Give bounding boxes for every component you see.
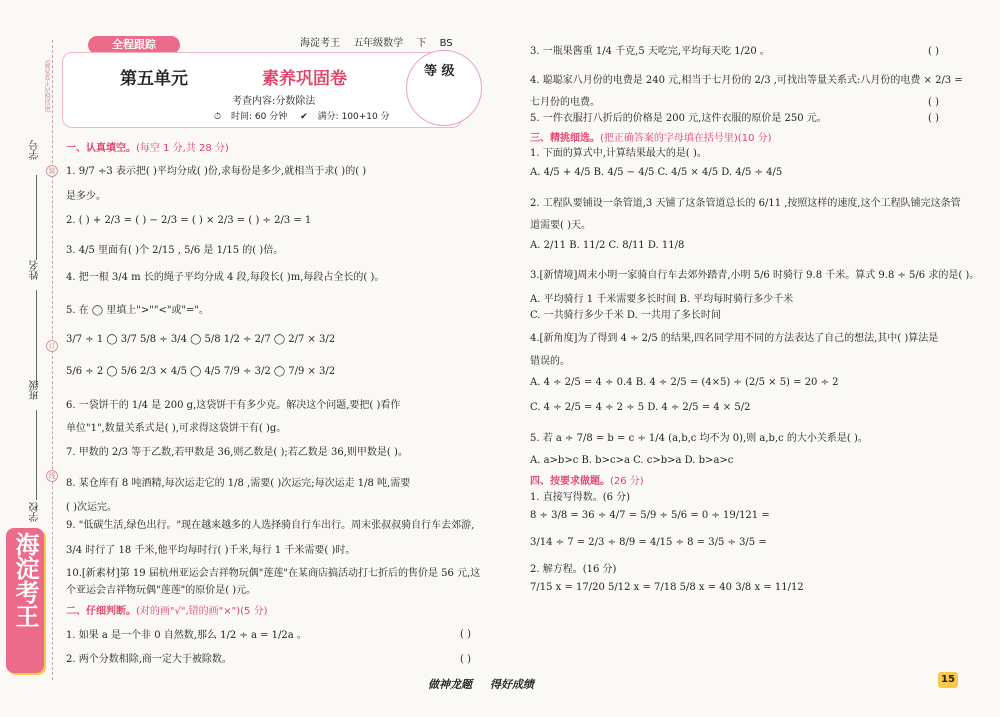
line-text: 错误的。 <box>530 356 570 367</box>
book-meta <box>300 34 463 49</box>
volume: 下 <box>416 38 427 49</box>
line-text: 一、认真填空。 <box>66 143 136 154</box>
question-line <box>66 423 286 435</box>
exam-score: 满分: 100+10 分 <box>317 112 390 122</box>
section-heading <box>530 133 772 145</box>
line-text: 4.[新角度]为了得到 4 ÷ 2/5 的结果,四名同学用不同的方法表达了自己的想法,其中( )算法是 <box>530 333 939 344</box>
question-line <box>530 97 600 109</box>
class-field[interactable] <box>36 410 37 500</box>
question-line <box>530 537 767 549</box>
question-line <box>66 447 408 459</box>
question-line <box>66 502 117 514</box>
line-text: 是多少。 <box>66 191 106 202</box>
slogan-left: 做神龙题 <box>428 678 472 691</box>
line-text: 3/7 ÷ 1 ◯ 3/7 5/8 ÷ 3/4 ◯ 5/8 1/2 ÷ 2/7 ◯ 2/7 × 3/2 <box>66 334 336 345</box>
brand-logo <box>6 528 44 673</box>
question-line <box>66 630 307 642</box>
binding-dot: 订 <box>46 340 58 352</box>
line-text: 单位"1",数量关系式是( ),可求得这袋饼干有( )g。 <box>66 423 287 434</box>
question-line <box>530 294 793 306</box>
line-text: A. 4/5 + 4/5 B. 4/5 − 4/5 C. 4/5 × 4/5 D. 4/5 ÷ 4/5 <box>530 167 783 178</box>
footer-slogan <box>428 676 548 692</box>
line-text: 2. 两个分数相除,商一定大于被除数。 <box>66 654 232 665</box>
question-line <box>530 582 804 594</box>
question-line <box>66 305 209 317</box>
line-text: 5. 一件衣服打八折后的价格是 200 元,这件衣服的原价是 250 元。 <box>530 113 827 124</box>
line-text: 4. 把一根 3/4 m 长的绳子平均分成 4 段,每段长( )m,每段占全长的( )。 <box>66 272 385 283</box>
question-line <box>530 455 733 467</box>
section-heading <box>66 143 229 155</box>
clock-icon: ⏱ <box>214 112 222 122</box>
line-text: 2. 解方程。(16 分) <box>530 564 617 575</box>
line-text: 三、精挑细选。 <box>530 133 600 144</box>
school-label: 学校 <box>30 502 41 522</box>
question-line <box>530 402 750 414</box>
question-line <box>66 191 106 203</box>
answer-paren[interactable]: ( ) <box>928 113 939 124</box>
page-number: 15 <box>938 672 958 688</box>
grade-label: 等 级 <box>424 64 455 79</box>
section-note: (把正确答案的字母填在括号里)(10 分) <box>600 133 772 144</box>
line-text: 3.[新情境]周末小明一家骑自行车去郊外踏青,小明 5/6 时骑行 9.8 千米。算式 9.8 ÷ 5/6 求的是( )。 <box>530 270 980 281</box>
line-text: 7/15 x = 17/20 5/12 x = 7/18 5/8 x = 40 3/8 x = 11/12 <box>530 582 804 593</box>
answer-paren[interactable]: ( ) <box>460 629 471 640</box>
binding-dot: 线 <box>46 470 58 482</box>
line-text: A. 4 ÷ 2/5 = 4 ÷ 0.4 B. 4 ÷ 2/5 = (4×5) ÷ (2/5 × 5) = 20 ÷ 2 <box>530 377 839 388</box>
binding-strip <box>0 0 60 717</box>
question-line <box>66 585 256 597</box>
brand-text: 海淀考王 <box>11 532 39 628</box>
line-text: 10.[新素材]第 19 届杭州亚运会吉祥物玩偶"莲莲"在某商店搞活动打七折后的售价是 56 元,这 <box>66 568 481 579</box>
line-text: 8 ÷ 3/8 = 36 ÷ 4/7 = 5/9 ÷ 5/6 = 0 ÷ 19/121 = <box>530 510 770 521</box>
question-line <box>66 334 335 346</box>
question-line <box>530 46 770 58</box>
section-heading <box>530 476 644 488</box>
question-line <box>66 568 480 580</box>
question-line <box>66 520 474 532</box>
question-line <box>66 654 232 666</box>
question-line <box>66 215 311 227</box>
binding-dot: 装 <box>46 165 58 177</box>
line-text: 2. 工程队要铺设一条管道,3 天铺了这条管道总长的 6/11 ,按照这样的速度,这个工程队铺完这条管 <box>530 198 961 209</box>
exam-meta <box>214 109 400 122</box>
question-line <box>530 270 979 282</box>
line-text: 5/6 ÷ 2 ◯ 5/6 2/3 × 4/5 ◯ 4/5 7/9 ÷ 3/2 ◯ 7/9 × 3/2 <box>66 366 336 377</box>
class-label: 班级 <box>30 380 41 400</box>
line-text: 2. ( ) + 2/3 = ( ) − 2/3 = ( ) × 2/3 = ( ) ÷ 2/3 = 1 <box>66 215 312 226</box>
question-line <box>66 478 410 490</box>
question-line <box>530 220 591 232</box>
answer-paren[interactable]: ( ) <box>928 97 939 108</box>
unit-title: 第五单元 <box>120 69 188 89</box>
line-text: 8. 某仓库有 8 吨酒精,每次运走它的 1/8 ,需要( )次运完;每次运走 1/8 吨,需要 <box>66 478 411 489</box>
line-text: A. 平均骑行 1 千米需要多长时间 B. 平均每时骑行多少千米 <box>530 294 794 305</box>
section-note: (对的画"√",错的画"×")(5 分) <box>136 606 268 617</box>
section-note: (26 分) <box>610 476 644 487</box>
line-text: C. 一共骑行多少千米 D. 一共用了多长时间 <box>530 310 721 321</box>
question-line <box>530 433 868 445</box>
question-line <box>530 148 707 160</box>
line-text: 1. 直接写得数。(6 分) <box>530 492 631 503</box>
grade-subject: 五年级数学 <box>353 38 404 49</box>
exam-time: 时间: 60 分钟 <box>231 112 288 122</box>
question-line <box>530 240 684 252</box>
question-line <box>66 545 355 557</box>
question-line <box>530 113 827 125</box>
line-text: 3/14 ÷ 7 = 2/3 ÷ 8/9 = 4/15 ÷ 8 = 3/5 ÷ 3/5 = <box>530 537 767 548</box>
tracking-tag: 全程跟踪 <box>88 36 180 54</box>
question-line <box>530 333 938 345</box>
question-line <box>530 492 630 504</box>
seal-note: (密封线内不要答题) <box>45 60 52 113</box>
section-heading <box>66 606 267 618</box>
section-note: (每空 1 分,共 28 分) <box>136 143 229 154</box>
line-text: 3. 一瓶果酱重 1/4 千克,5 天吃完,平均每天吃 1/20 。 <box>530 46 770 57</box>
exam-content: 考查内容:分数除法 <box>232 96 316 107</box>
question-line <box>530 310 721 322</box>
line-text: 个亚运会吉祥物玩偶"莲莲"的原价是( )元。 <box>66 585 257 596</box>
question-line <box>530 564 616 576</box>
line-text: 二、仔细判断。 <box>66 606 136 617</box>
answer-paren[interactable]: ( ) <box>928 46 939 57</box>
line-text: A. a>b>c B. b>c>a C. c>b>a D. b>a>c <box>530 455 734 466</box>
student-number-label: 学号 <box>30 140 41 160</box>
line-text: 道需要( )天。 <box>530 220 591 231</box>
exam-title: 素养巩固卷 <box>262 69 347 89</box>
question-line <box>66 166 366 178</box>
name-field[interactable] <box>36 290 37 385</box>
line-text: 7. 甲数的 2/3 等于乙数,若甲数是 36,则乙数是( );若乙数是 36,则甲数是( )。 <box>66 447 408 458</box>
question-line <box>530 167 782 179</box>
line-text: 9. "低碳生活,绿色出行。"现在越来越多的人选择骑自行车出行。周末张叔叔骑自行车去郊游, <box>66 520 475 531</box>
answer-paren[interactable]: ( ) <box>460 654 471 665</box>
question-line <box>530 75 963 87</box>
line-text: C. 4 ÷ 2/5 = 4 ÷ 2 ÷ 5 D. 4 ÷ 2/5 = 4 × 5/2 <box>530 402 751 413</box>
publisher: 海淀考王 <box>300 38 340 49</box>
line-text: 四、按要求做题。 <box>530 476 610 487</box>
line-text: 七月份的电费。 <box>530 97 600 108</box>
question-line <box>66 400 400 412</box>
line-text: 3. 4/5 里面有( )个 2/15 , 5/6 是 1/15 的( )倍。 <box>66 245 284 256</box>
question-line <box>530 356 570 368</box>
student-number-field[interactable] <box>36 175 37 260</box>
question-line <box>530 198 961 210</box>
question-line <box>66 272 384 284</box>
name-label: 姓名 <box>30 260 41 280</box>
binding-line <box>52 40 53 680</box>
line-text: 4. 聪聪家八月份的电费是 240 元,相当于七月份的 2/3 ,可找出等量关系式:八月份的电费 × 2/3 = <box>530 75 963 86</box>
line-text: 3/4 时行了 18 千米,他平均每时行( )千米,每行 1 千米需要( )时。 <box>66 545 356 556</box>
line-text: A. 2/11 B. 11/2 C. 8/11 D. 11/8 <box>530 240 685 251</box>
line-text: 6. 一袋饼干的 1/4 是 200 g,这袋饼干有多少克。解决这个问题,要把( )看作 <box>66 400 401 411</box>
question-line <box>530 377 839 389</box>
line-text: 1. 9/7 ÷3 表示把( )平均分成( )份,求每份是多少,就相当于求( )的( ) <box>66 166 367 177</box>
line-text: 5. 在 ◯ 里填上">""<"或"="。 <box>66 305 210 316</box>
question-line <box>530 510 770 522</box>
line-text: 1. 如果 a 是一个非 0 自然数,那么 1/2 ÷ a = 1/2a 。 <box>66 630 307 641</box>
slogan-right: 得好成绩 <box>489 678 534 691</box>
question-line <box>66 366 335 378</box>
check-icon: ✔ <box>300 112 308 122</box>
line-text: 5. 若 a ÷ 7/8 = b = c ÷ 1/4 (a,b,c 均不为 0),则 a,b,c 的大小关系是( )。 <box>530 433 868 444</box>
question-line <box>66 245 283 257</box>
edition: BS <box>439 38 453 49</box>
line-text: ( )次运完。 <box>66 502 117 513</box>
line-text: 1. 下面的算式中,计算结果最大的是( )。 <box>530 148 707 159</box>
